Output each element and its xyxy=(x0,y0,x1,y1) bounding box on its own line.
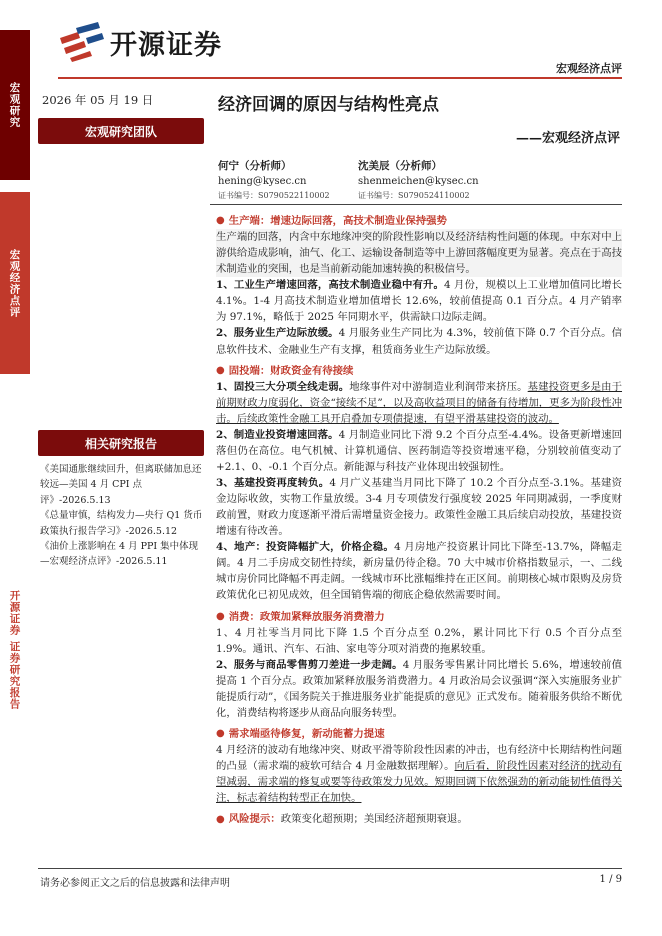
analyst-divider xyxy=(210,204,622,205)
brand-mark-icon xyxy=(58,22,104,62)
risk-note: ● 风险提示：政策变化超预期；美国经济超预期衰退。 xyxy=(216,813,468,826)
related-reports-list xyxy=(40,462,206,570)
analyst-email[interactable]: shenmeichen@kysec.cn xyxy=(358,176,479,188)
side-tab-macro-commentary: 宏观经济点评 xyxy=(0,192,30,374)
paragraph: 2、制造业投资增速回落。4 月制造业同比下滑 9.2 个百分点至-4.4%。设备更新增速回落但仍在高位。电气机械、计算机通信、医药制造等投资增速平稳，分别较前值变动了+2.1、0、-0.1 个百分点。新能源与科技产业体现出较强韧性。 xyxy=(216,428,623,473)
footer-divider xyxy=(38,868,622,869)
analyst-name: 沈美辰（分析师） xyxy=(358,160,442,172)
analyst-cert: 证书编号：S0790524110002 xyxy=(358,190,470,200)
analyst-card xyxy=(358,158,479,202)
analyst-cert: 证书编号：S0790522110002 xyxy=(218,190,330,200)
section-heading: ● 消费：政策加紧释放服务消费潜力 xyxy=(216,610,385,623)
section-heading: ● 固投端：财政资金有待接续 xyxy=(216,364,354,377)
paragraph: 4 月经济的波动有地缘冲突、财政平滑等阶段性因素的冲击，也有经济中长期结构性问题的凸显（需求端的疲软可结合 4 月金融数据理解）。向后看，阶段性因素对经济的扰动有望减弱，需求端的修复或要等待政策发力见效。短期回调下依然强劲的新动能韧性值得关注，标志着结构转型正在加快。 xyxy=(216,744,623,805)
team-title: 宏观研究团队 xyxy=(38,118,204,144)
paragraph: 1、固投三大分项全线走弱。地缘事件对中游制造业利润带来挤压。基建投资更多是由于前期财政力度弱化，资金“接续不足”，以及高收益项目的储备有待增加，更多为阶段性冲击。后续政策性金融工具开启叠加专项债提速，有望平滑基建投资的波动。 xyxy=(216,380,623,425)
related-reports-title: 相关研究报告 xyxy=(38,430,204,456)
bullet-dot-icon: ● xyxy=(216,610,225,622)
paragraph: 4、地产：投资降幅扩大，价格企稳。4 月房地产投资累计同比下降至-13.7%，降幅走阔。4 月二手房成交韧性持续，新房量仍待企稳。70 大中城市价格指数显示，一、二线城市房价同比降幅不再走阔。一线城市环比涨幅维持在正区间。前期核心城市限购及房贷政策优化已初见成效，但全国销售端的彻底企稳依然需要时间。 xyxy=(216,541,622,602)
section-demand xyxy=(216,726,622,806)
paragraph: 1、4 月社零当月同比下降 1.5 个百分点至 0.2%，累计同比下行 0.5 个百分点至 1.9%。通讯、汽车、石油、家电等分项对消费的拖累较重。 xyxy=(216,626,622,655)
analyst-card xyxy=(218,158,330,202)
section-heading: ● 生产端：增速边际回落，高技术制造业保持强势 xyxy=(216,215,447,227)
related-report-item[interactable]: 《美国通胀继续回升，但离联储加息还较远—美国 4 月 CPI 点评》-2026.5.13 xyxy=(40,464,202,506)
brand-logo xyxy=(58,22,222,62)
footer-disclaimer[interactable]: 请务必参阅正文之后的信息披露和法律声明 xyxy=(40,878,230,889)
report-type-label: 宏观经济点评 xyxy=(556,62,622,75)
main-content xyxy=(216,208,622,828)
paragraph: 1、工业生产增速回落，高技术制造业稳中有升。4 月份，规模以上工业增加值同比增长 4.1%。1-4 月高技术制造业增加值增长 12.6%，较前值提高 0.1 百分点。4 月产销率为 97.1%，略低于 2025 年同期水平，供需缺口边际走阔。 xyxy=(216,279,622,324)
analyst-email[interactable]: hening@kysec.cn xyxy=(218,176,307,188)
side-tab-kysec-report: 开源证券 证券研究报告 xyxy=(0,400,30,900)
bullet-dot-icon: ● xyxy=(216,728,225,740)
header-divider xyxy=(58,77,622,79)
related-report-item[interactable]: 《油价上涨影响在 4 月 PPI 集中体现—宏观经济点评》-2026.5.11 xyxy=(40,540,199,568)
page-title: 经济回调的原因与结构性亮点 xyxy=(218,95,439,115)
bullet-dot-icon: ● xyxy=(216,814,225,826)
section-heading: ● 需求端亟待修复，新动能蓄力提速 xyxy=(216,727,385,740)
page-subtitle: ——宏观经济点评 xyxy=(515,131,620,146)
section-intro: 生产端的回落，内含中东地缘冲突的阶段性影响以及经济结构性问题的体现。中东对中上游供给造成影响，油气、化工、运输设备制造等中上游回落幅度更为显著。亮点在于高技术制造业的突围，也是当前新动能加速转换的积极信号。 xyxy=(216,229,622,277)
paragraph: 2、服务业生产边际放缓。4 月服务业生产同比为 4.3%，较前值下降 0.7 个百分点。信息软件技术、金融业生产有支撑，租赁商务业生产边际放缓。 xyxy=(216,327,622,356)
related-report-item[interactable]: 《总量审慎，结构发力—央行 Q1 货币政策执行报告学习》-2026.5.12 xyxy=(40,510,203,537)
bullet-dot-icon: ● xyxy=(216,215,225,227)
section-investment xyxy=(216,363,622,604)
analyst-name: 何宁（分析师） xyxy=(218,160,292,172)
paragraph: 3、基建投资再度转负。4 月广义基建当月同比下降了 10.2 个百分点至-3.1%。基建资金边际收敛，实物工作量放缓。3-4 月专项债发行强度较 2025 年同期减弱，一季度财政前置，财政力度逐渐平滑后需增量资金接力。政策性金融工具后续启动投放，基建投资增速有待改善。 xyxy=(216,477,623,538)
page-number: 1 / 9 xyxy=(599,874,622,885)
section-production xyxy=(216,213,622,358)
paragraph: 2、服务与商品零售剪刀差进一步走阔。4 月服务零售累计同比增长 5.6%，增速较前值提高 1 个百分点。政策加紧释放服务消费潜力。4 月政治局会议强调“深入实施服务业扩能提质行动”，《国务院关于推进服务业扩能提质的意见》正式发布。随着服务供给不断优化，消费结构将逐步从商品向服务转型。 xyxy=(216,658,622,719)
side-tab-macro-research: 宏观研究 xyxy=(0,30,30,180)
section-consumption xyxy=(216,609,622,721)
section-risk xyxy=(216,811,622,827)
report-date: 2026 年 05 月 19 日 xyxy=(42,93,154,107)
brand-name: 开源证券 xyxy=(110,29,222,61)
bullet-dot-icon: ● xyxy=(216,364,225,376)
